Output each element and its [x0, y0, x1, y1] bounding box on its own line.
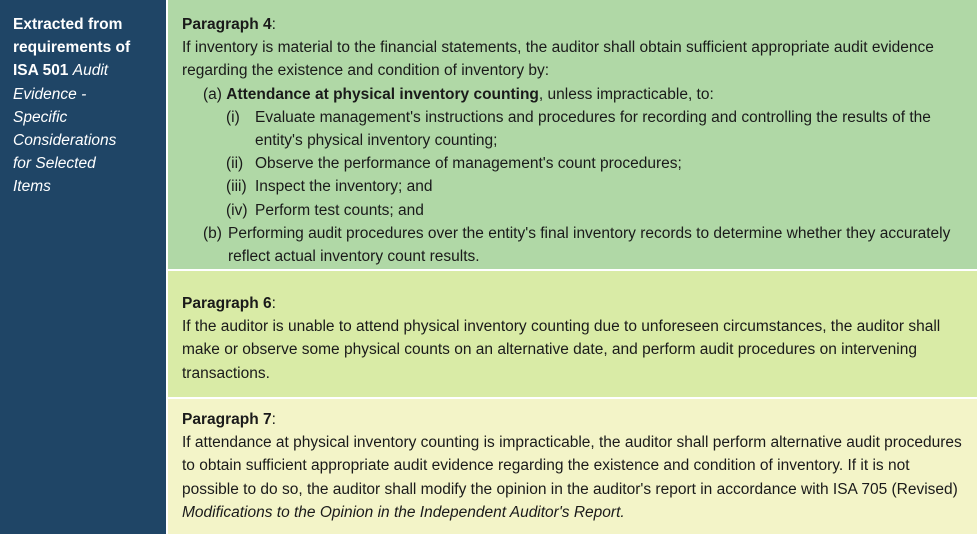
sidebar-line-2: requirements of: [13, 39, 131, 57]
paragraph-6-text: If the auditor is unable to attend physical inventory counting due to unforeseen circumstances, the auditor shall make or observe some physical counts on an alternative date, and perform audit procedures on intervening transactions.: [182, 318, 941, 382]
paragraph-4-colon: :: [271, 16, 276, 33]
paragraph-7-heading: [182, 408, 963, 431]
subitem-number: (iv): [226, 201, 248, 219]
sidebar-line-3: [13, 59, 156, 82]
subitem-text: Perform test counts; and: [255, 201, 424, 219]
paragraph-7-report-title: Modifications to the Opinion in the Independent Auditor's Report.: [182, 503, 625, 521]
sidebar-line-1: Extracted from: [13, 16, 123, 33]
sidebar-line-7: for Selected: [13, 155, 96, 173]
paragraph-7-body: [182, 431, 963, 524]
sidebar-line-4: Evidence -: [13, 85, 87, 103]
sidebar-line-8: Items: [13, 178, 51, 196]
paragraph-7-title: Paragraph 7: [182, 411, 272, 429]
paragraph-7-text: If attendance at physical inventory counting is impracticable, the auditor shall perform alternative audit procedures to obtain sufficient appropriate audit evidence regarding the existence and condition of inventory. If it is not possible to do so, the auditor shall modify the opinion in the auditor's report in accordance with ISA 705 (Revised): [182, 434, 962, 498]
subitem-text: Observe the performance of management's count procedures;: [255, 155, 682, 173]
requirements-content: [168, 0, 977, 534]
item-a-bold-text: Attendance at physical inventory counting: [226, 85, 539, 103]
subitem-number: (ii): [226, 155, 244, 173]
paragraph-6-heading: [182, 292, 963, 315]
paragraph-7-colon: :: [271, 411, 276, 429]
paragraph-4-subitem: [182, 175, 963, 198]
subitem-number: (iii): [226, 178, 247, 196]
paragraph-6-section: [168, 271, 977, 397]
sidebar-standard: ISA 501: [13, 62, 69, 80]
sidebar-line-6: Considerations: [13, 132, 117, 150]
sidebar-title-start: Audit: [72, 62, 109, 80]
source-sidebar: [0, 0, 166, 534]
paragraph-4-section: [168, 0, 977, 269]
paragraph-4-item-b: [182, 222, 963, 268]
paragraph-6-colon: :: [271, 294, 276, 312]
item-a-rest: , unless impracticable, to:: [538, 85, 714, 103]
paragraph-4-subitem: [182, 152, 963, 175]
paragraph-4-title: Paragraph 4: [182, 16, 272, 33]
paragraph-4-item-a: [182, 83, 963, 106]
sidebar-line-5: Specific: [13, 108, 68, 126]
paragraph-7-section: [168, 399, 977, 534]
paragraph-4-subitem: [182, 106, 963, 152]
subitem-text: Evaluate management's instructions and procedures for recording and controlling the results of the entity's physical inventory counting;: [255, 108, 931, 150]
paragraph-4-intro: If inventory is material to the financial statements, the auditor shall obtain sufficient appropriate audit evidence regarding the existence and condition of inventory by:: [182, 39, 934, 80]
item-a-number: (a): [203, 85, 222, 103]
subitem-number: (i): [226, 108, 240, 126]
paragraph-4-subitem: [182, 199, 963, 222]
item-b-text: Performing audit procedures over the entity's final inventory records to determine whether they accurately reflect actual inventory count results.: [228, 224, 951, 266]
item-b-number: (b): [203, 224, 222, 242]
subitem-text: Inspect the inventory; and: [255, 178, 433, 196]
paragraph-4-heading: [182, 13, 963, 36]
paragraph-6-title: Paragraph 6: [182, 294, 272, 312]
